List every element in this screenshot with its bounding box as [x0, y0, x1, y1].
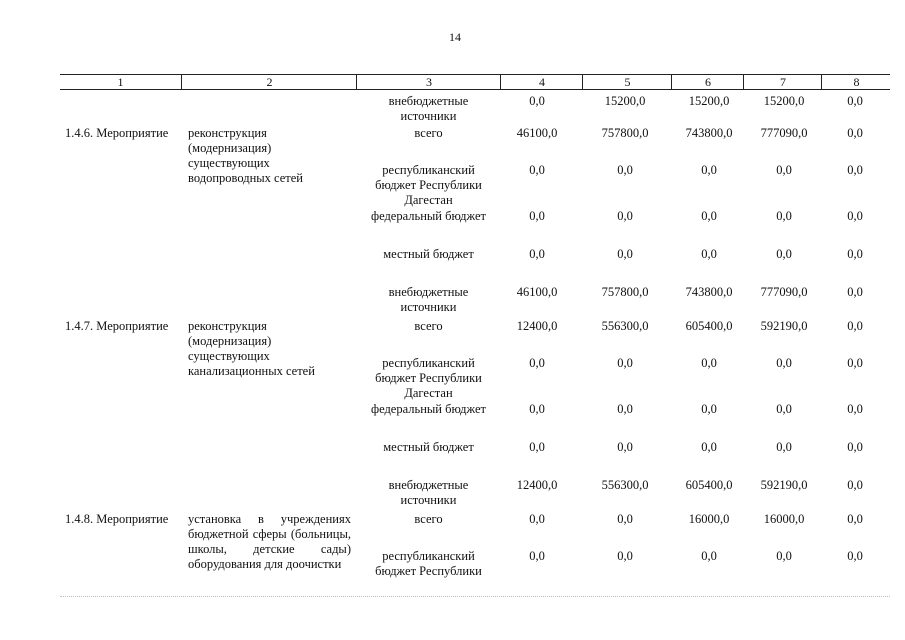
funding-source: внебюджетные источники — [388, 285, 469, 314]
value-col-6: 0,0 — [701, 163, 717, 177]
funding-source: местный бюджет — [383, 247, 474, 261]
value-col-7: 0,0 — [776, 402, 792, 416]
header-col-8: 8 — [821, 75, 891, 89]
value-col-4: 0,0 — [529, 549, 545, 563]
value-col-6: 605400,0 — [685, 478, 733, 492]
value-col-5: 15200,0 — [604, 94, 646, 108]
funding-source: внебюджетные источники — [388, 478, 469, 507]
measure-description: реконструкция (модернизация) существующих водопроводных сетей — [188, 126, 303, 185]
value-col-5: 0,0 — [617, 549, 633, 563]
value-col-7: 777090,0 — [760, 285, 808, 299]
funding-source: республиканский бюджет Республики Дагестан — [375, 163, 482, 207]
funding-source: федеральный бюджет — [370, 209, 487, 223]
value-col-6: 0,0 — [701, 440, 717, 454]
value-col-7: 0,0 — [776, 549, 792, 563]
measure-number: 1.4.8. Мероприятие — [65, 512, 169, 526]
value-col-6: 0,0 — [701, 356, 717, 370]
value-col-4: 0,0 — [529, 247, 545, 261]
value-col-5: 0,0 — [617, 440, 633, 454]
funding-source: федеральный бюджет — [370, 402, 487, 416]
value-col-7: 15200,0 — [763, 94, 805, 108]
value-col-5: 556300,0 — [601, 478, 649, 492]
value-col-7: 0,0 — [776, 440, 792, 454]
value-col-7: 16000,0 — [763, 512, 805, 526]
value-col-7: 0,0 — [776, 247, 792, 261]
value-col-5: 0,0 — [617, 247, 633, 261]
value-col-8: 0,0 — [847, 549, 863, 563]
value-col-6: 16000,0 — [688, 512, 730, 526]
value-col-4: 12400,0 — [516, 319, 558, 333]
value-col-8: 0,0 — [847, 512, 863, 526]
value-col-8: 0,0 — [847, 478, 863, 492]
header-col-7: 7 — [743, 75, 822, 89]
header-col-4: 4 — [500, 75, 583, 89]
value-col-8: 0,0 — [847, 356, 863, 370]
funding-source: всего — [414, 319, 443, 333]
value-col-8: 0,0 — [847, 319, 863, 333]
value-col-4: 12400,0 — [516, 478, 558, 492]
value-col-8: 0,0 — [847, 209, 863, 223]
measure-number: 1.4.6. Мероприятие — [65, 126, 169, 140]
funding-source: республиканский бюджет Республики Дагестан — [375, 356, 482, 400]
value-col-8: 0,0 — [847, 402, 863, 416]
value-col-8: 0,0 — [847, 94, 863, 108]
table-header — [60, 74, 890, 90]
page-number: 14 — [449, 30, 461, 44]
value-col-4: 0,0 — [529, 512, 545, 526]
value-col-8: 0,0 — [847, 126, 863, 140]
header-col-1: 1 — [117, 75, 124, 89]
value-col-4: 0,0 — [529, 163, 545, 177]
value-col-8: 0,0 — [847, 163, 863, 177]
value-col-8: 0,0 — [847, 285, 863, 299]
measure-description: реконструкция (модернизация) существующих канализационных сетей — [188, 319, 315, 378]
funding-source: местный бюджет — [383, 440, 474, 454]
header-col-2: 2 — [181, 75, 357, 89]
value-col-4: 0,0 — [529, 209, 545, 223]
value-col-5: 757800,0 — [601, 126, 649, 140]
value-col-5: 0,0 — [617, 209, 633, 223]
header-col-6: 6 — [671, 75, 744, 89]
value-col-5: 757800,0 — [601, 285, 649, 299]
value-col-6: 15200,0 — [688, 94, 730, 108]
value-col-7: 592190,0 — [760, 319, 808, 333]
value-col-5: 0,0 — [617, 163, 633, 177]
value-col-7: 0,0 — [776, 163, 792, 177]
value-col-4: 0,0 — [529, 402, 545, 416]
value-col-6: 743800,0 — [685, 126, 733, 140]
value-col-6: 0,0 — [701, 402, 717, 416]
value-col-6: 0,0 — [701, 247, 717, 261]
value-col-7: 777090,0 — [760, 126, 808, 140]
header-col-5: 5 — [582, 75, 672, 89]
value-col-6: 743800,0 — [685, 285, 733, 299]
value-col-4: 0,0 — [529, 356, 545, 370]
value-col-6: 0,0 — [701, 209, 717, 223]
value-col-4: 0,0 — [529, 440, 545, 454]
funding-source: всего — [414, 126, 443, 140]
value-col-6: 605400,0 — [685, 319, 733, 333]
measure-description: установка в учреждениях бюджетной сферы (больницы, школы, детские сады) оборудования для доочистки — [188, 512, 351, 571]
funding-source: внебюджетные источники — [388, 94, 469, 123]
value-col-5: 556300,0 — [601, 319, 649, 333]
value-col-8: 0,0 — [847, 247, 863, 261]
value-col-8: 0,0 — [847, 440, 863, 454]
measure-number: 1.4.7. Мероприятие — [65, 319, 169, 333]
value-col-7: 0,0 — [776, 356, 792, 370]
funding-source: всего — [414, 512, 443, 526]
page-bottom-dotted-line — [60, 596, 890, 599]
header-col-3: 3 — [356, 75, 501, 89]
value-col-6: 0,0 — [701, 549, 717, 563]
value-col-5: 0,0 — [617, 356, 633, 370]
value-col-5: 0,0 — [617, 402, 633, 416]
value-col-7: 0,0 — [776, 209, 792, 223]
value-col-7: 592190,0 — [760, 478, 808, 492]
value-col-4: 46100,0 — [516, 285, 558, 299]
value-col-5: 0,0 — [617, 512, 633, 526]
value-col-4: 46100,0 — [516, 126, 558, 140]
funding-source: республиканский бюджет Республики — [375, 549, 482, 578]
value-col-4: 0,0 — [529, 94, 545, 108]
